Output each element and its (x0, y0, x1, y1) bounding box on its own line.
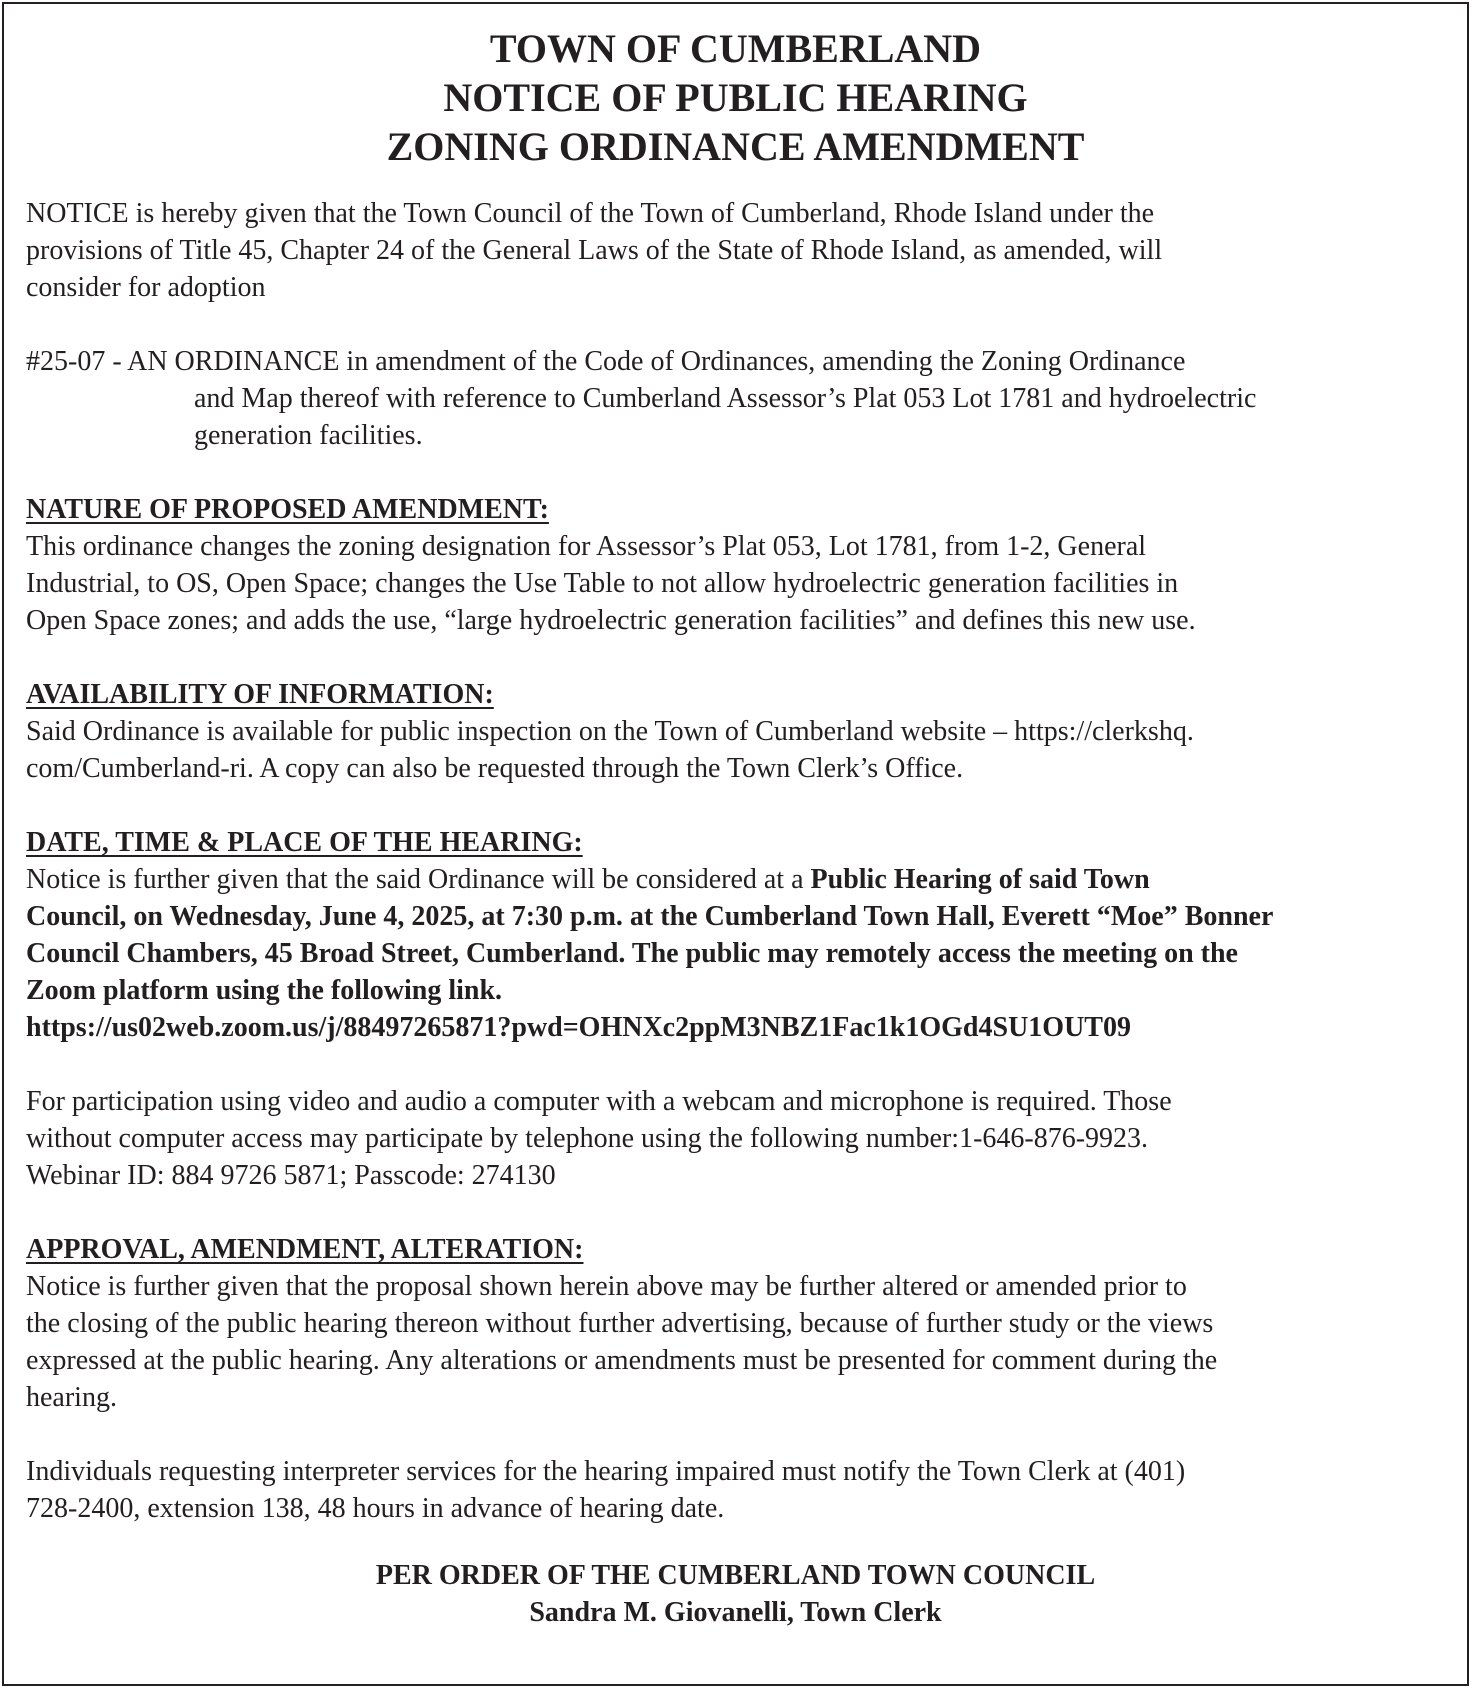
ordinance-line: #25-07 - AN ORDINANCE in amendment of the Code of Ordinances, amending the Zoning Ordinance (26, 346, 1186, 377)
title-line-notice: NOTICE OF PUBLIC HEARING (443, 75, 1028, 120)
hearing-line: Council Chambers, 45 Broad Street, Cumberland. The public may remotely access the meeting on the (26, 938, 1238, 969)
availability-line: Said Ordinance is available for public inspection on the Town of Cumberland website – https://clerkshq. (26, 716, 1194, 747)
nature-line: This ordinance changes the zoning designation for Assessor’s Plat 053, Lot 1781, from 1-2, General (26, 531, 1147, 562)
nature-line: Open Space zones; and adds the use, “large hydroelectric generation facilities” and defines this new use. (26, 605, 1196, 636)
participation-line: Webinar ID: 884 9726 5871; Passcode: 274130 (26, 1160, 556, 1191)
approval-heading: APPROVAL, AMENDMENT, ALTERATION: (26, 1234, 584, 1265)
interpreter-line: 728-2400, extension 138, 48 hours in advance of hearing date. (26, 1493, 725, 1524)
ordinance-line: generation facilities. (194, 420, 423, 451)
nature-line: Industrial, to OS, Open Space; changes the Use Table to not allow hydroelectric generation facilities in (26, 568, 1179, 599)
availability-heading: AVAILABILITY OF INFORMATION: (26, 679, 494, 710)
notice-footer (26, 1557, 1445, 1631)
intro-line: NOTICE is hereby given that the Town Council of the Town of Cumberland, Rhode Island under the (26, 198, 1155, 229)
town-clerk-signature: Sandra M. Giovanelli, Town Clerk (529, 1597, 942, 1628)
hearing-section (26, 824, 1445, 1046)
notice-title (26, 24, 1445, 171)
hearing-heading: DATE, TIME & PLACE OF THE HEARING: (26, 827, 583, 858)
approval-line: the closing of the public hearing thereon without further advertising, because of further study or the views (26, 1308, 1214, 1339)
hearing-line: Zoom platform using the following link. (26, 975, 503, 1006)
intro-line: provisions of Title 45, Chapter 24 of the General Laws of the State of Rhode Island, as amended, will (26, 235, 1163, 266)
intro-line: consider for adoption (26, 272, 266, 303)
availability-line: com/Cumberland-ri. A copy can also be requested through the Town Clerk’s Office. (26, 753, 964, 784)
hearing-line: Council, on Wednesday, June 4, 2025, at 7:30 p.m. at the Cumberland Town Hall, Everett “Moe” Bonner (26, 901, 1274, 932)
ordinance-line: and Map thereof with reference to Cumberland Assessor’s Plat 053 Lot 1781 and hydroelectric (194, 383, 1257, 414)
per-order-line: PER ORDER OF THE CUMBERLAND TOWN COUNCIL (375, 1560, 1096, 1591)
title-line-amendment: ZONING ORDINANCE AMENDMENT (386, 124, 1085, 169)
approval-line: hearing. (26, 1382, 117, 1413)
participation-line: without computer access may participate by telephone using the following number:1-646-876-9923. (26, 1123, 1149, 1154)
participation-paragraph (26, 1083, 1445, 1194)
nature-section (26, 491, 1445, 639)
approval-line: expressed at the public hearing. Any alterations or amendments must be presented for comment during the (26, 1345, 1218, 1376)
hearing-line-bold: Public Hearing of said Town (810, 864, 1150, 895)
intro-paragraph (26, 195, 1445, 306)
hearing-line (26, 861, 1445, 898)
interpreter-line: Individuals requesting interpreter services for the hearing impaired must notify the Town Clerk at (401) (26, 1456, 1186, 1487)
public-notice (2, 2, 1469, 1686)
zoom-link[interactable]: https://us02web.zoom.us/j/88497265871?pwd=OHNXc2ppM3NBZ1Fac1k1OGd4SU1OUT09 (26, 1012, 1131, 1043)
interpreter-paragraph (26, 1453, 1445, 1527)
approval-line: Notice is further given that the proposal shown herein above may be further altered or amended prior to (26, 1271, 1187, 1302)
title-line-town: TOWN OF CUMBERLAND (489, 26, 982, 71)
approval-section (26, 1231, 1445, 1416)
ordinance-paragraph (26, 343, 1445, 454)
participation-line: For participation using video and audio a computer with a webcam and microphone is required. Those (26, 1086, 1172, 1117)
hearing-line-plain: Notice is further given that the said Ordinance will be considered at a (26, 864, 811, 895)
nature-heading: NATURE OF PROPOSED AMENDMENT: (26, 494, 549, 525)
availability-section (26, 676, 1445, 787)
